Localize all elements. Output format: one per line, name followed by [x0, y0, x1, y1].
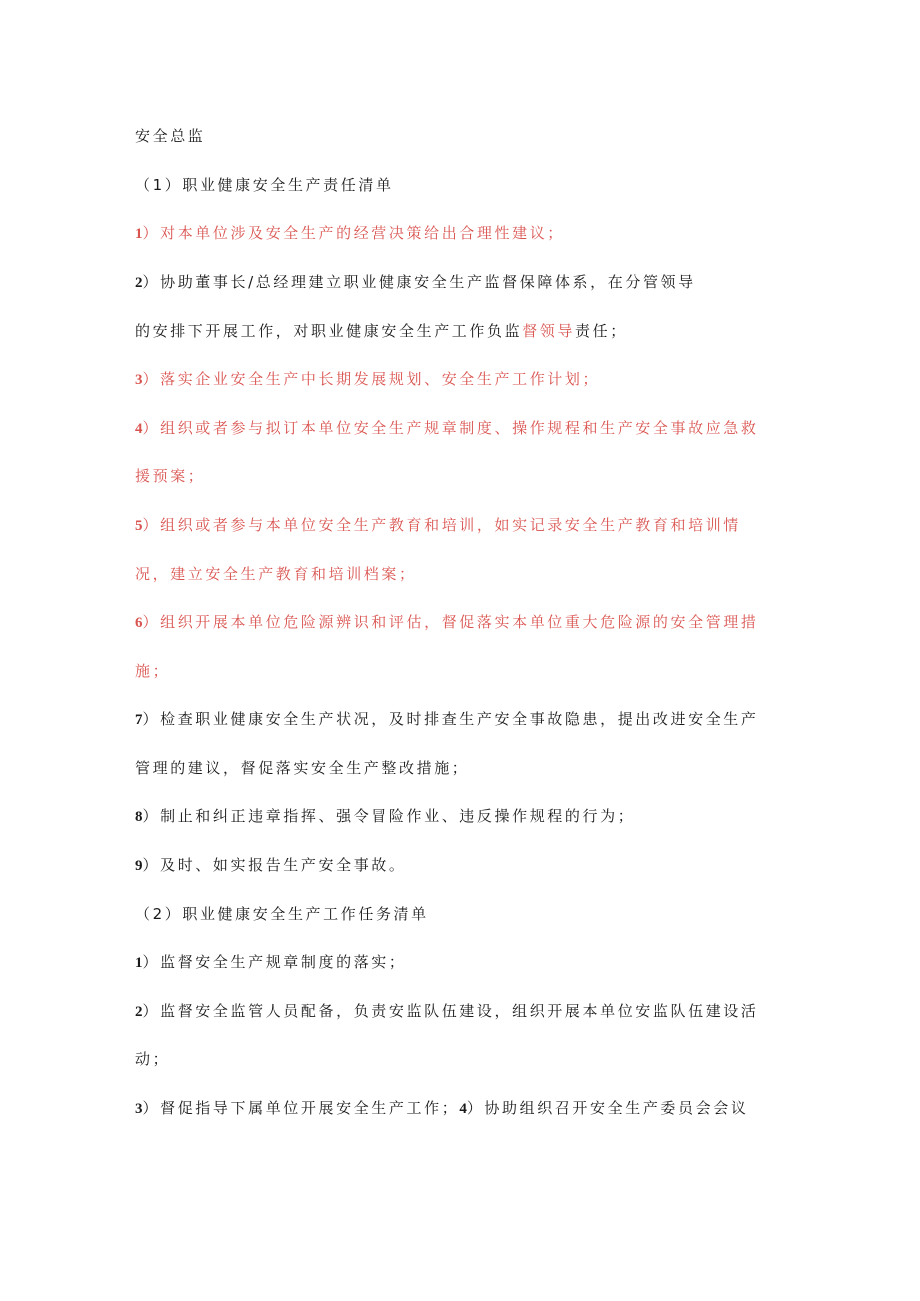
- document-title: 安全总监: [135, 127, 206, 145]
- item-number: 1: [135, 226, 143, 242]
- list-item-continuation: [135, 466, 205, 486]
- list-item: [135, 855, 407, 876]
- item-text: ）监督安全监管人员配备，负责安监队伍建设，组织开展本单位安监队伍建设活: [142, 1002, 759, 1020]
- section-heading-1: （1）职业健康安全生产责任清单: [135, 176, 394, 194]
- item-text: ）督促指导下属单位开展安全生产工作；: [142, 1099, 460, 1117]
- list-item: [135, 612, 759, 633]
- item-text: ）协助董事长/总经理建立职业健康安全生产监督保障体系，在分管领导: [142, 273, 696, 291]
- item-text: ）协助组织召开安全生产委员会会议: [466, 1099, 749, 1117]
- list-item: [135, 1098, 748, 1119]
- item-text: ）落实企业安全生产中长期发展规划、安全生产工作计划；: [142, 370, 601, 388]
- list-item: [135, 709, 759, 730]
- list-item: [135, 272, 696, 293]
- item-text: ）及时、如实报告生产安全事故。: [142, 856, 407, 874]
- list-item: [135, 806, 635, 827]
- item-number: 8: [135, 809, 143, 825]
- item-number: 4: [135, 421, 143, 437]
- list-item: [135, 952, 407, 973]
- item-text: 责任；: [575, 322, 628, 340]
- item-number: 2: [135, 1004, 143, 1020]
- item-text: 动；: [135, 1050, 171, 1068]
- item-text: ）组织或者参与拟订本单位安全生产规章制度、操作规程和生产安全事故应急救: [142, 419, 759, 437]
- list-item: [135, 515, 741, 536]
- item-number: 6: [135, 615, 143, 631]
- section-heading-2: （2）职业健康安全生产工作任务清单: [135, 905, 429, 923]
- list-item: [135, 1001, 759, 1022]
- list-item-continuation: [135, 564, 417, 584]
- item-number: 3: [135, 1101, 143, 1117]
- item-number: 7: [135, 712, 143, 728]
- item-number: 5: [135, 518, 143, 534]
- item-text: ）检查职业健康安全生产状况，及时排查生产安全事故隐患，提出改进安全生产: [142, 710, 759, 728]
- item-text: 援预案；: [135, 467, 206, 485]
- item-text: ）监督安全生产规章制度的落实；: [142, 953, 407, 971]
- item-text: 的安排下开展工作，对职业健康安全生产工作负监: [135, 322, 523, 340]
- list-item-continuation: [135, 1049, 170, 1069]
- item-text: 施；: [135, 662, 171, 680]
- item-text: ）制止和纠正违章指挥、强令冒险作业、违反操作规程的行为；: [142, 807, 636, 825]
- item-number: 3: [135, 372, 143, 388]
- item-text-highlight: 督领导: [522, 322, 576, 340]
- list-item: [135, 418, 759, 439]
- item-number: 2: [135, 275, 143, 291]
- list-item: [135, 223, 565, 244]
- item-number: 1: [135, 955, 143, 971]
- item-text: ）组织或者参与本单位安全生产教育和培训，如实记录安全生产教育和培训情: [142, 516, 741, 534]
- item-text: 况，建立安全生产教育和培训档案；: [135, 565, 417, 583]
- list-item-continuation: [135, 661, 170, 681]
- list-item-continuation: [135, 758, 469, 778]
- item-text: 管理的建议，督促落实安全生产整改措施；: [135, 759, 470, 777]
- list-item: [135, 369, 600, 390]
- list-item-continuation: [135, 321, 628, 341]
- item-text: ）对本单位涉及安全生产的经营决策给出合理性建议；: [142, 224, 565, 242]
- item-number: 4: [459, 1101, 467, 1117]
- item-text: ）组织开展本单位危险源辨识和评估，督促落实本单位重大危险源的安全管理措: [142, 613, 759, 631]
- item-number: 9: [135, 858, 143, 874]
